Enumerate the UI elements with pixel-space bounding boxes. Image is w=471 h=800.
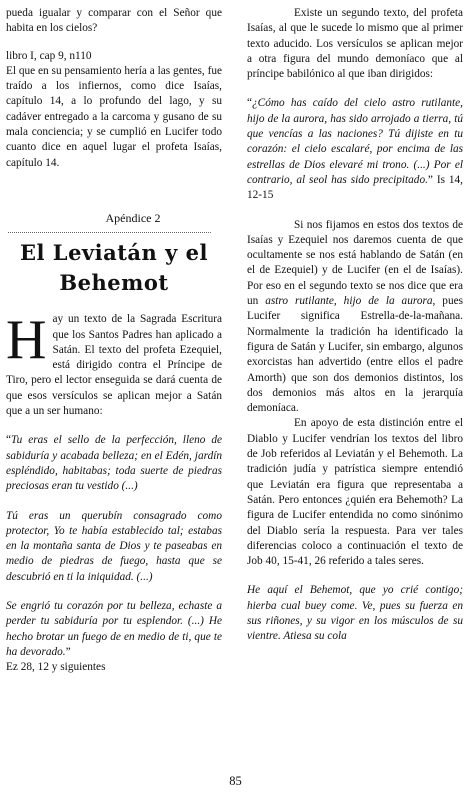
intro-paragraph: [6, 309, 222, 419]
quote-text: Se engrió tu corazón por tu belleza, echaste a perder tu sabiduría por tu esplendor. (...) He hecho brotar un fuego de en medio de ti, que te ha devorado.: [6, 600, 222, 658]
chapter-title: El Leviatán y el Behemot: [20, 240, 208, 296]
appendix-label: Apéndice 2: [105, 210, 161, 225]
quote-paragraph: He aquí el Behemot, que yo crié contigo; hierba cual buey come. Ve, pues su fuerza en sus riñones, y su vigor en los músculos de su vientre. Atiesa su cola: [247, 584, 463, 643]
quote-text: Tu eras el sello de la perfección, lleno de sabiduría y acabada belleza; en el Edén, jardín espléndido, habitabas; toda suerte de piedras preciosas eran tu vestido (...): [6, 434, 222, 493]
quote-paragraph: Tú eras un querubín consagrado como protector, Yo te había establecido tal; estabas en la montaña santa de Dios y te paseabas en medio de piedras de fuego, hasta que se descubrió en ti la iniquidad. (...): [6, 509, 222, 583]
drop-cap: H: [6, 309, 47, 372]
paragraph: pueda igualar y comparar con el Señor que habita en los cielos?: [6, 7, 222, 35]
divider: [8, 232, 211, 233]
right-column: [247, 6, 463, 645]
reference: Is 14, 12-15: [247, 173, 463, 202]
reference: Ez 28, 12 y siguientes: [6, 661, 106, 674]
quote-paragraph: Se engrió tu corazón por tu belleza, echaste a perder tu sabiduría por tu esplendor. (...) He hecho brotar un fuego de en medio de ti, que te ha devorado.”: [6, 600, 222, 658]
paragraph: En apoyo de esta distinción entre el Diablo y Lucifer vendrían los textos del libro de Job referidos al Leviatán y el Behemoth. La tradición judía y patrística siempre entendió que Leviatán era figura que representaba a Satán. Pero entonces ¿quién era Behemoth? La figura de Lucifer entendida no como sinónimo del Diablo sería la respuesta. Para ver tales diferencias coloco a continuación el texto de Job 40, 15-41, 26 referido a tales seres.: [247, 417, 463, 568]
reference: libro I, cap 9, n110: [6, 49, 92, 62]
quote-paragraph: “¿Cómo has caído del cielo astro rutilante, hijo de la aurora, has sido arrojado a tierra, tú que vencías a las naciones? Tú dijiste en tu corazón: el cielo escalaré, por encima de las estrellas de Dios elevaré mi trono. (...) Por el contrario, al seol has sido precipitado.” Is 14, 12-15: [247, 97, 463, 202]
paragraph: El que en su pensamiento hería a las gentes, fue traído a los infiernos, como dice Isaías, capítulo 14, a lo profundo del lago, y su cadáver entregado a la carcoma y gusano de su mala conciencia; y se cumplió en Lucifer todo cuanto dice en aquel lugar el profeta Isaías, capítulo 14.: [6, 64, 222, 169]
page-number: 85: [229, 774, 242, 788]
quote-text: ¿Cómo has caído del cielo astro rutilante, hijo de la aurora, has sido arrojado a tierra, tú que vencías a las naciones? Tú dijiste en tu corazón: el cielo escalaré, por encima de las estrellas de Dios elevaré mi trono. (...) Por el contrario, al seol has sido precipitado.: [247, 97, 463, 186]
paragraph: Si nos fijamos en estos dos textos de Isaías y Ezequiel nos daremos cuenta de que ocultamente se nos está hablando de Satán (en el de Ezequiel) y de Lucifer (en el de Isaías). Por eso en el segundo texto se nos dice que era un astro rutilante, hijo de la aurora, pues Lucifer significa Estrella-de-la-mañana. Normalmente la tradición ha identificado la figura de Satán y Lucifer, sin embargo, algunos exorcistas han advertido (entre ellos el padre Amorth) que son dos demonios distintos, los dos demonios más altos en la jerarquía demoníaca.: [247, 218, 464, 415]
left-column: [6, 6, 222, 676]
paragraph: Existe un segundo texto, del profeta Isaías, al que le sucede lo mismo que al primer texto aducido. Los versículos se aplican mejor a otra figura del mundo demoníaco que al príncipe babilónico al que iban dirigidos:: [247, 7, 463, 81]
intro-text: ay un texto de la Sagrada Escritura que los Santos Padres han aplicado a Satán. El texto del profeta Ezequiel, está dirigido contra el Príncipe de Tiro, pero el lector enseguida se dará cuenta de que esos versículos se aplican mejor a Satán que a un ser humano:: [6, 313, 222, 418]
quote-paragraph: “Tu eras el sello de la perfección, lleno de sabiduría y acabada belleza; en el Edén, jardín espléndido, habitabas; toda suerte de piedras preciosas eran tu vestido (...): [6, 434, 222, 493]
